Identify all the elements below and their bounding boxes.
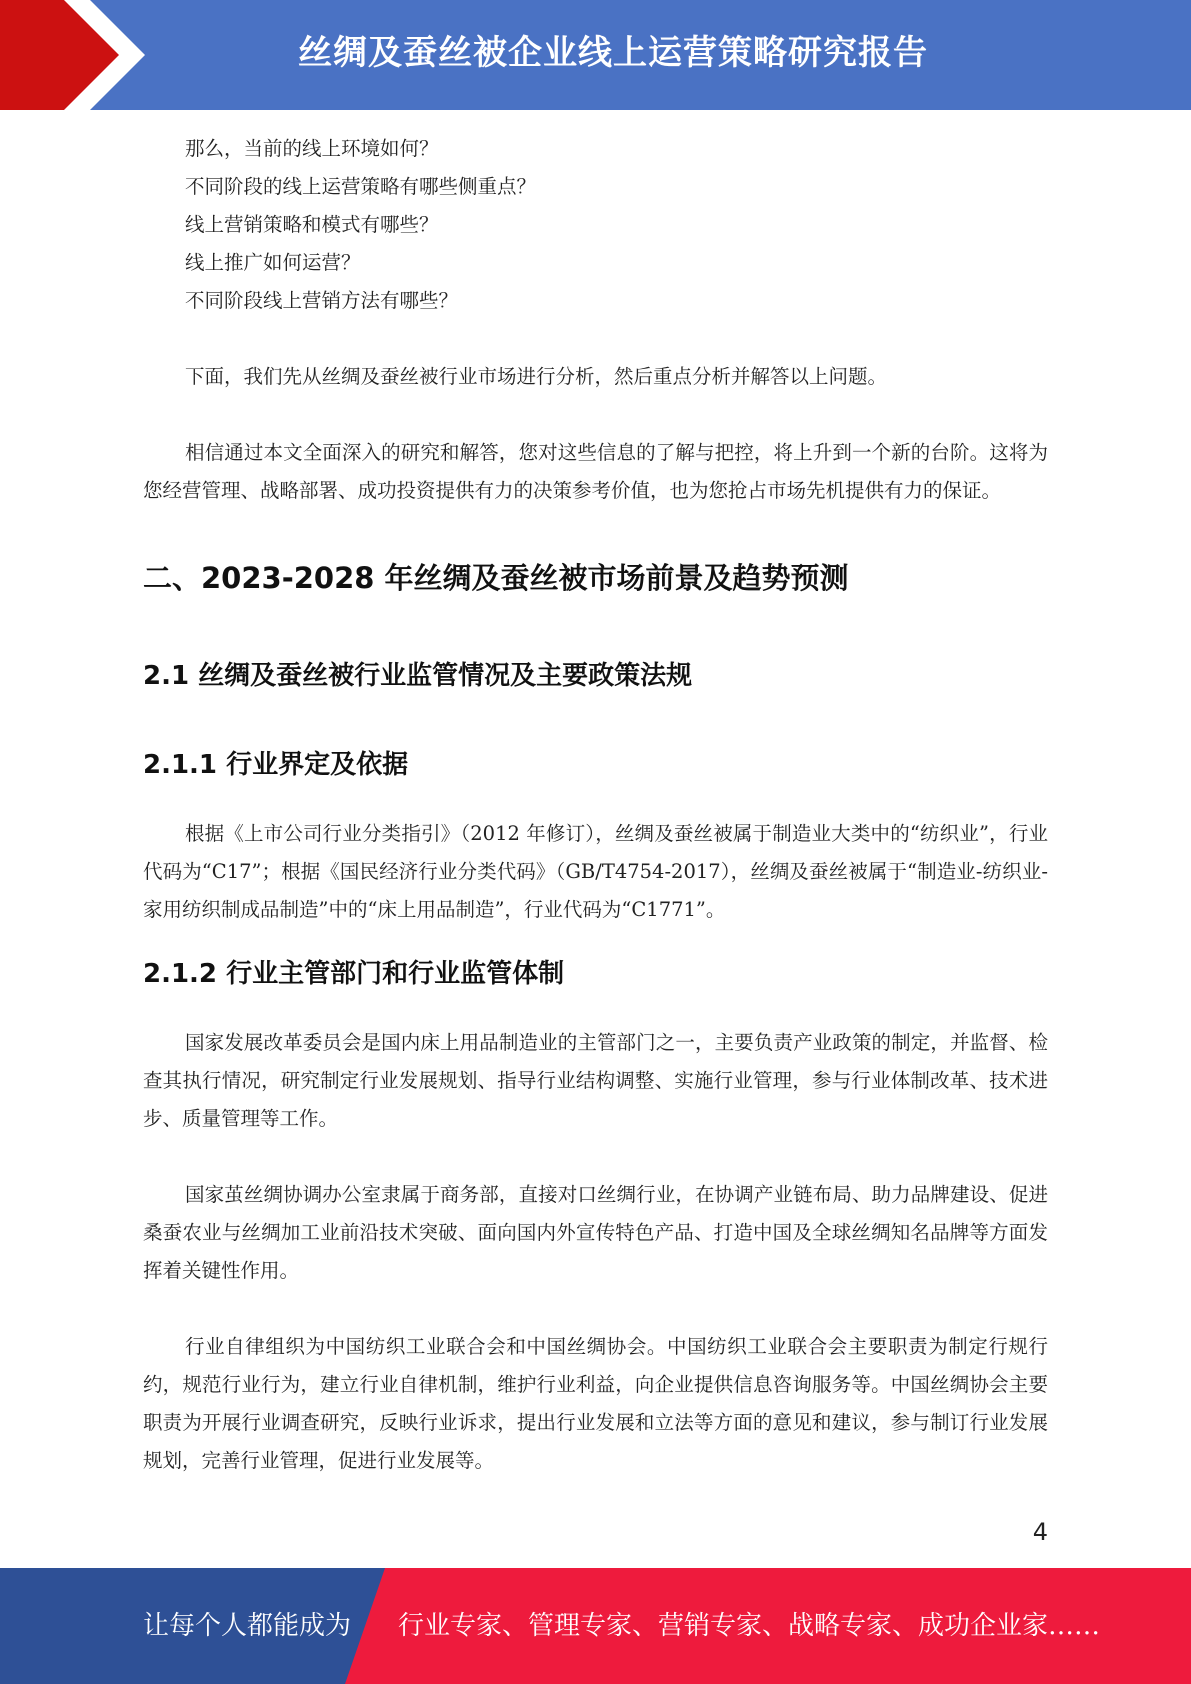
footer-slogan-right: 行业专家、管理专家、营销专家、战略专家、成功企业家…… — [398, 1611, 1101, 1641]
page-content — [143, 130, 1048, 1480]
page-header — [0, 0, 1191, 110]
body-paragraph: 根据《上市公司行业分类指引》（2012 年修订），丝绸及蚕丝被属于制造业大类中的“纺织业”，行业代码为“C17”；根据《国民经济行业分类代码》（GB/T4754-2017），丝绸及蚕丝被属于“制造业-纺织业-家用纺织制成品制造”中的“床上用品制造”，行业代码为“C1771”。 — [143, 822, 1048, 921]
question-item: 那么，当前的线上环境如何？ — [185, 137, 439, 160]
subsection-heading: 2.1 丝绸及蚕丝被行业监管情况及主要政策法规 — [143, 661, 693, 691]
page-number: 4 — [1032, 1518, 1048, 1546]
section-heading: 二、2023-2028 年丝绸及蚕丝被市场前景及趋势预测 — [143, 561, 849, 595]
intro-paragraph: 相信通过本文全面深入的研究和解答，您对这些信息的了解与把控，将上升到一个新的台阶。这将为您经营管理、战略部署、成功投资提供有力的决策参考价值，也为您抢占市场先机提供有力的保证。 — [143, 441, 1048, 502]
question-item: 不同阶段的线上运营策略有哪些侧重点？ — [185, 175, 537, 198]
body-paragraph: 行业自律组织为中国纺织工业联合会和中国丝绸协会。中国纺织工业联合会主要职责为制定行规行约，规范行业行为，建立行业自律机制，维护行业利益，向企业提供信息咨询服务等。中国丝绸协会主要职责为开展行业调查研究，反映行业诉求，提出行业发展和立法等方面的意见和建议，参与制订行业发展规划，完善行业管理，促进行业发展等。 — [143, 1335, 1048, 1472]
subsubsection-heading: 2.1.2 行业主管部门和行业监管体制 — [143, 959, 565, 989]
subsubsection-heading: 2.1.1 行业界定及依据 — [143, 750, 409, 780]
question-item: 线上营销策略和模式有哪些？ — [185, 213, 439, 236]
question-list — [143, 130, 1048, 320]
body-paragraph: 国家茧丝绸协调办公室隶属于商务部，直接对口丝绸行业，在协调产业链布局、助力品牌建设、促进桑蚕农业与丝绸加工业前沿技术突破、面向国内外宣传特色产品、打造中国及全球丝绸知名品牌等方面发挥着关键性作用。 — [143, 1183, 1048, 1282]
body-paragraph: 国家发展改革委员会是国内床上用品制造业的主管部门之一，主要负责产业政策的制定，并监督、检查其执行情况，研究制定行业发展规划、指导行业结构调整、实施行业管理，参与行业体制改革、技术进步、质量管理等工作。 — [143, 1031, 1048, 1130]
intro-paragraph: 下面，我们先从丝绸及蚕丝被行业市场进行分析，然后重点分析并解答以上问题。 — [185, 365, 888, 388]
question-item: 不同阶段线上营销方法有哪些？ — [185, 289, 459, 312]
header-title: 丝绸及蚕丝被企业线上运营策略研究报告 — [298, 33, 928, 73]
header-arrow-decoration — [0, 0, 160, 110]
question-item: 线上推广如何运营？ — [185, 251, 361, 274]
footer-slogan-left: 让每个人都能成为 — [143, 1611, 352, 1641]
page-footer — [0, 1568, 1191, 1684]
